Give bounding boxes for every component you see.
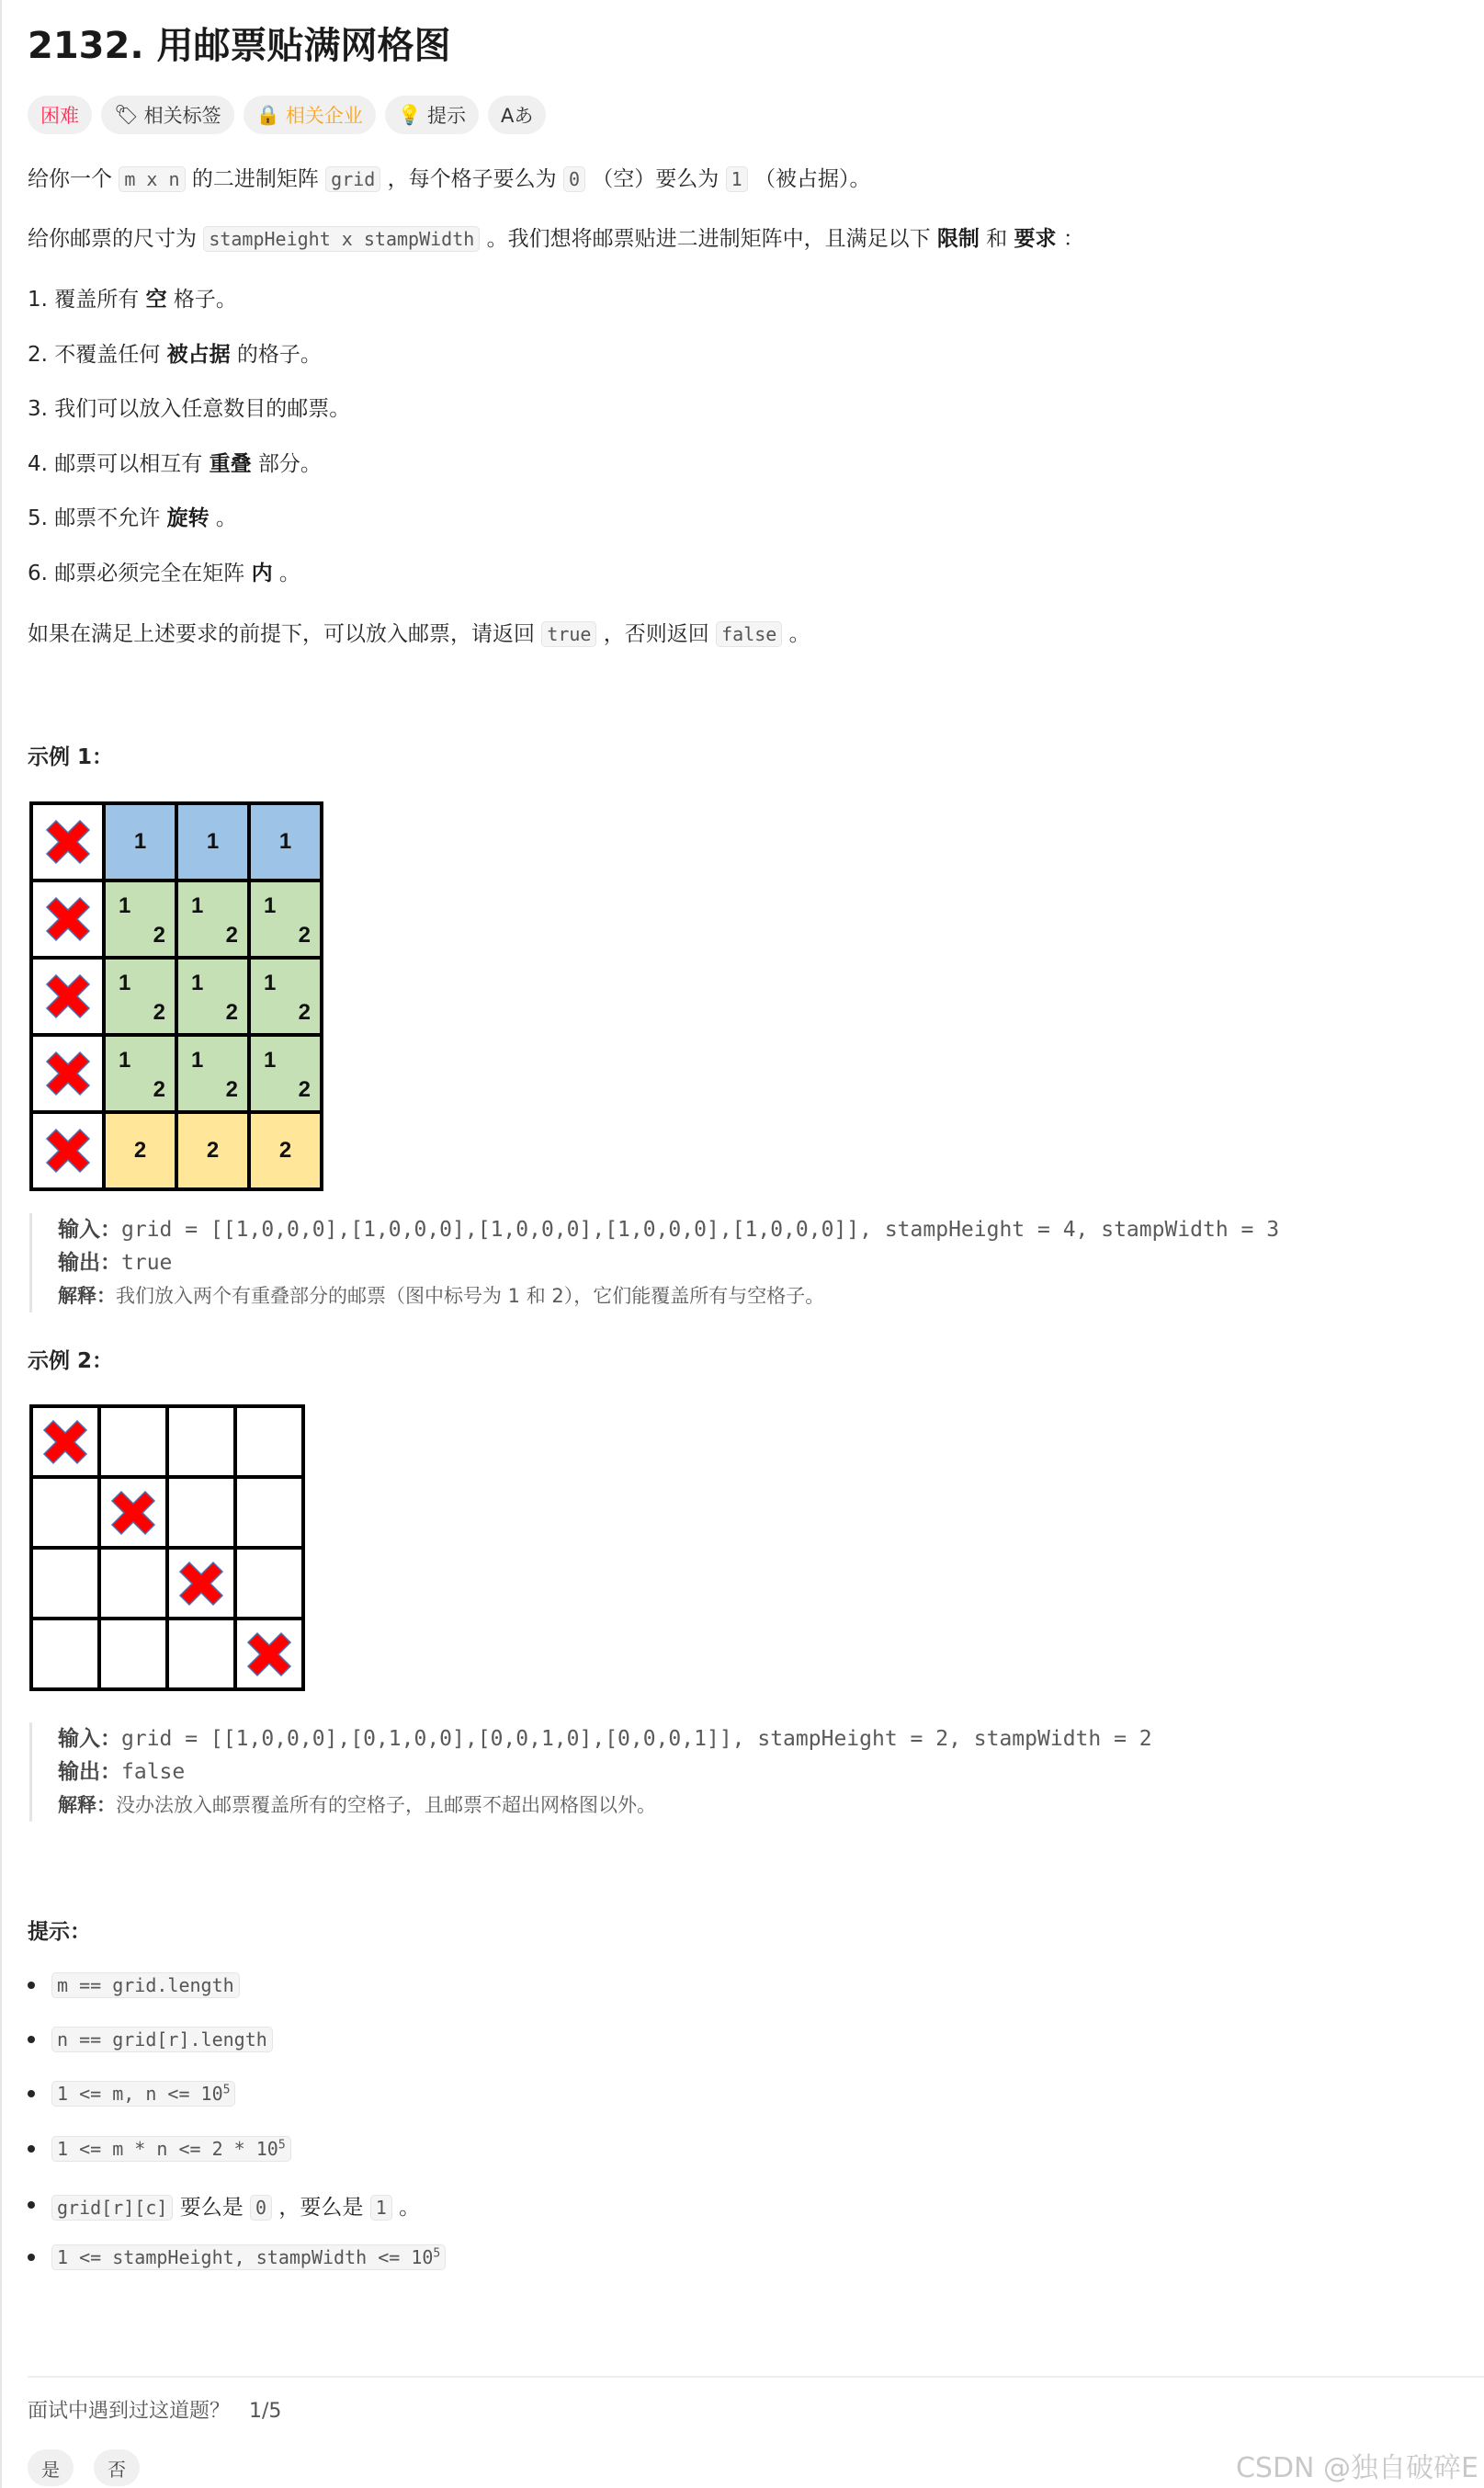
constraint-item xyxy=(28,2136,291,2162)
constraint-item xyxy=(28,2244,446,2270)
stamp-label: 2 xyxy=(133,1138,147,1163)
stamp-label: 1 xyxy=(119,1048,131,1073)
input-value: grid = [[1,0,0,0],[0,1,0,0],[0,0,1,0],[0,0,0,1]], stampHeight = 2, stampWidth = 2 xyxy=(121,1727,1152,1751)
bold-text: 内 xyxy=(251,561,273,585)
text: 给你邮票的尺寸为 xyxy=(28,227,204,251)
exponent: 5 xyxy=(278,2137,286,2152)
text: 4. 邮票可以相互有 xyxy=(28,451,210,476)
x-mark-icon xyxy=(43,1126,93,1176)
description-p3 xyxy=(28,619,810,650)
interview-question xyxy=(28,2396,281,2427)
x-mark-icon xyxy=(244,1630,294,1679)
code-text: 1 <= m, n <= 10 xyxy=(57,2083,223,2106)
x-mark-icon xyxy=(43,971,93,1021)
text: （空）要么为 xyxy=(585,167,726,191)
grid-cell xyxy=(251,882,320,956)
example2-grid-image xyxy=(29,1404,305,1691)
rule-item xyxy=(28,558,300,589)
hint-label: 提示 xyxy=(426,105,466,127)
explain-text: 没办法放入邮票覆盖所有的空格子，且邮票不超出网格图以外。 xyxy=(116,1794,656,1816)
bullet-icon xyxy=(28,2201,35,2209)
x-mark-icon xyxy=(40,1417,90,1467)
text: 的二进制矩阵 xyxy=(185,167,326,191)
stamp-label: 1 xyxy=(191,893,204,918)
stamp-label: 2 xyxy=(278,1138,292,1163)
text: ： xyxy=(1056,227,1084,251)
grid-cell xyxy=(33,1550,97,1617)
grid-cell xyxy=(169,1479,233,1546)
rule-item xyxy=(28,449,322,480)
code-text: m == grid.length xyxy=(57,1974,234,1996)
code: m x n xyxy=(119,166,185,192)
description-p1 xyxy=(28,164,870,195)
text: 的格子。 xyxy=(230,342,322,367)
divider xyxy=(28,2376,1484,2378)
code: true xyxy=(541,621,596,647)
input-label: 输入： xyxy=(58,1218,121,1242)
stamp-label: 1 xyxy=(278,829,292,854)
bullet-icon xyxy=(28,1982,35,1989)
code: 1 xyxy=(370,2195,392,2221)
code xyxy=(51,2027,273,2052)
page-title: 2132. 用邮票贴满网格图 xyxy=(28,25,451,67)
input-value: grid = [[1,0,0,0],[1,0,0,0],[1,0,0,0],[1,0,0,0],[1,0,0,0]], stampHeight = 4, stampWidth = 3 xyxy=(121,1218,1280,1242)
rule-item xyxy=(28,503,237,534)
hint-button[interactable] xyxy=(385,96,479,134)
text: 5. 邮票不允许 xyxy=(28,506,167,530)
related-tags-label: 相关标签 xyxy=(143,105,221,127)
stamp-label: 1 xyxy=(133,829,147,854)
constraint-item xyxy=(28,2190,420,2221)
translate-icon: Aあ xyxy=(500,105,534,127)
tag-bar xyxy=(28,96,546,134)
grid-cell xyxy=(178,960,247,1033)
code: false xyxy=(716,621,782,647)
code: 0 xyxy=(250,2195,272,2221)
stamp-label: 2 xyxy=(225,923,238,948)
grid-cell xyxy=(178,805,247,879)
yes-button[interactable]: 是 xyxy=(28,2449,74,2486)
constraint-item xyxy=(28,1972,240,1998)
output-value: true xyxy=(121,1251,173,1275)
constraints-heading: 提示： xyxy=(28,1920,91,1944)
bold-text: 限制 xyxy=(936,227,980,251)
text: 6. 邮票必须完全在矩阵 xyxy=(28,561,252,585)
code: 0 xyxy=(563,166,585,192)
stamp-label: 2 xyxy=(298,923,311,948)
text: 1. 覆盖所有 xyxy=(28,288,146,312)
code xyxy=(51,2081,235,2107)
translate-button[interactable] xyxy=(488,96,546,134)
bullet-icon xyxy=(28,2254,35,2261)
answer-buttons xyxy=(28,2449,140,2486)
stamp-label: 1 xyxy=(119,971,131,995)
grid-cell xyxy=(101,1620,165,1687)
lightbulb-icon: 💡 xyxy=(397,103,422,126)
explain-text: 我们放入两个有重叠部分的邮票（图中标号为 1 和 2），它们能覆盖所有与空格子。 xyxy=(116,1285,825,1307)
x-mark-icon xyxy=(176,1559,226,1608)
rule-item xyxy=(28,284,237,315)
output-label: 输出： xyxy=(58,1251,121,1275)
stamp-label: 2 xyxy=(153,1077,165,1102)
stamp-label: 2 xyxy=(298,1000,311,1025)
x-mark-icon xyxy=(43,894,93,944)
code-text: 1 <= stampHeight, stampWidth <= 10 xyxy=(57,2246,434,2268)
related-companies-label: 相关企业 xyxy=(285,105,363,127)
bullet-icon xyxy=(28,2090,35,2097)
example2-heading: 示例 2： xyxy=(28,1349,114,1373)
exponent: 5 xyxy=(222,2083,231,2097)
code xyxy=(51,1972,240,1998)
input-label: 输入： xyxy=(58,1727,121,1751)
related-companies-button[interactable] xyxy=(244,96,376,134)
grid-cell xyxy=(178,882,247,956)
stamp-label: 1 xyxy=(119,893,131,918)
text: ，否则返回 xyxy=(596,622,717,646)
grid-cell xyxy=(251,805,320,879)
grid-cell xyxy=(106,805,175,879)
stamp-label: 1 xyxy=(264,971,277,995)
stamp-label: 1 xyxy=(191,1048,204,1073)
grid-cell xyxy=(251,1037,320,1110)
tag-icon: 🏷 xyxy=(114,103,139,126)
text: 。 xyxy=(782,622,810,646)
bold-text: 旋转 xyxy=(166,506,210,530)
bullet-icon xyxy=(28,2145,35,2153)
bold-text: 要求 xyxy=(1014,227,1057,251)
output-label: 输出： xyxy=(58,1760,121,1784)
constraint-item xyxy=(28,2081,235,2107)
text: 3. 我们可以放入任意数目的邮票。 xyxy=(28,397,351,421)
stamp-label: 2 xyxy=(298,1077,311,1102)
grid-cell xyxy=(101,1408,165,1475)
exponent: 5 xyxy=(433,2246,441,2261)
grid-cell xyxy=(33,882,102,956)
bullet-icon xyxy=(28,2036,35,2043)
text: 给你一个 xyxy=(28,167,119,191)
text: ，要么是 xyxy=(272,2195,370,2220)
grid-cell xyxy=(33,1037,102,1110)
text: 。我们想将邮票贴进二进制矩阵中，且满足以下 xyxy=(480,227,937,251)
text: 2. 不覆盖任何 xyxy=(28,342,167,367)
no-button[interactable]: 否 xyxy=(94,2449,140,2486)
code-text: 1 <= m * n <= 2 * 10 xyxy=(57,2137,278,2160)
constraint-item xyxy=(28,2027,273,2052)
description-p2 xyxy=(28,223,1084,255)
code: 1 xyxy=(726,166,748,192)
stamp-label: 2 xyxy=(206,1138,220,1163)
grid-cell xyxy=(237,1479,301,1546)
grid-cell xyxy=(251,960,320,1033)
stamp-label: 1 xyxy=(264,893,277,918)
text: ，每个格子要么为 xyxy=(380,167,563,191)
difficulty-badge xyxy=(28,96,92,134)
grid-cell xyxy=(106,882,175,956)
stamp-label: 1 xyxy=(206,829,220,854)
grid-cell xyxy=(33,1479,97,1546)
text: 如果在满足上述要求的前提下，可以放入邮票，请返回 xyxy=(28,622,542,646)
related-tags-button[interactable] xyxy=(101,96,234,134)
grid-cell xyxy=(237,1408,301,1475)
grid-cell xyxy=(178,1037,247,1110)
grid-cell xyxy=(251,1114,320,1187)
grid-cell xyxy=(106,960,175,1033)
grid-cell xyxy=(169,1408,233,1475)
text: 和 xyxy=(979,227,1014,251)
text: 。 xyxy=(391,2195,421,2220)
x-mark-icon xyxy=(43,817,93,867)
grid-cell xyxy=(106,1114,175,1187)
grid-cell xyxy=(33,960,102,1033)
explain-label: 解释： xyxy=(58,1285,116,1307)
code xyxy=(51,2136,291,2162)
text: 。 xyxy=(209,506,237,530)
example1-block xyxy=(29,1213,1279,1312)
grid-cell xyxy=(33,1114,102,1187)
stamp-label: 2 xyxy=(225,1077,238,1102)
grid-cell xyxy=(237,1620,301,1687)
stamp-label: 2 xyxy=(153,923,165,948)
count-text: 1/5 xyxy=(249,2400,282,2423)
text: 部分。 xyxy=(251,451,322,476)
example1-grid-image xyxy=(29,801,323,1191)
difficulty-label: 困难 xyxy=(40,105,79,127)
grid-cell xyxy=(178,1114,247,1187)
code: grid[r][c] xyxy=(51,2195,173,2221)
grid-cell xyxy=(33,1408,97,1475)
code xyxy=(51,2244,446,2270)
bold-text: 重叠 xyxy=(209,451,252,476)
bold-text: 被占据 xyxy=(166,342,231,367)
text: 。 xyxy=(272,561,300,585)
grid-cell xyxy=(169,1550,233,1617)
grid-cell xyxy=(106,1037,175,1110)
bold-text: 空 xyxy=(145,288,167,312)
grid-cell xyxy=(101,1550,165,1617)
grid-cell xyxy=(101,1479,165,1546)
stamp-label: 2 xyxy=(225,1000,238,1025)
stamp-label: 1 xyxy=(264,1048,277,1073)
text: 要么是 xyxy=(173,2195,251,2220)
explain-label: 解释： xyxy=(58,1794,116,1816)
x-mark-icon xyxy=(43,1049,93,1098)
text: 格子。 xyxy=(166,288,237,312)
stamp-label: 2 xyxy=(153,1000,165,1025)
code: grid xyxy=(325,166,380,192)
example2-block xyxy=(29,1722,1152,1822)
x-mark-icon xyxy=(108,1488,158,1538)
stamp-label: 1 xyxy=(191,971,204,995)
example1-heading: 示例 1： xyxy=(28,745,114,769)
code-text: n == grid[r].length xyxy=(57,2028,267,2051)
lock-icon: 🔒 xyxy=(255,103,280,126)
rule-item xyxy=(28,339,322,370)
text: （被占据）。 xyxy=(747,167,871,191)
grid-cell xyxy=(33,1620,97,1687)
output-value: false xyxy=(121,1760,186,1784)
grid-cell xyxy=(237,1550,301,1617)
code: stampHeight x stampWidth xyxy=(203,226,480,252)
question-text: 面试中遇到过这道题？ xyxy=(28,2400,231,2423)
grid-cell xyxy=(33,805,102,879)
rule-item xyxy=(28,393,350,425)
grid-cell xyxy=(169,1620,233,1687)
watermark: CSDN @独自破碎E xyxy=(1235,2452,1478,2484)
